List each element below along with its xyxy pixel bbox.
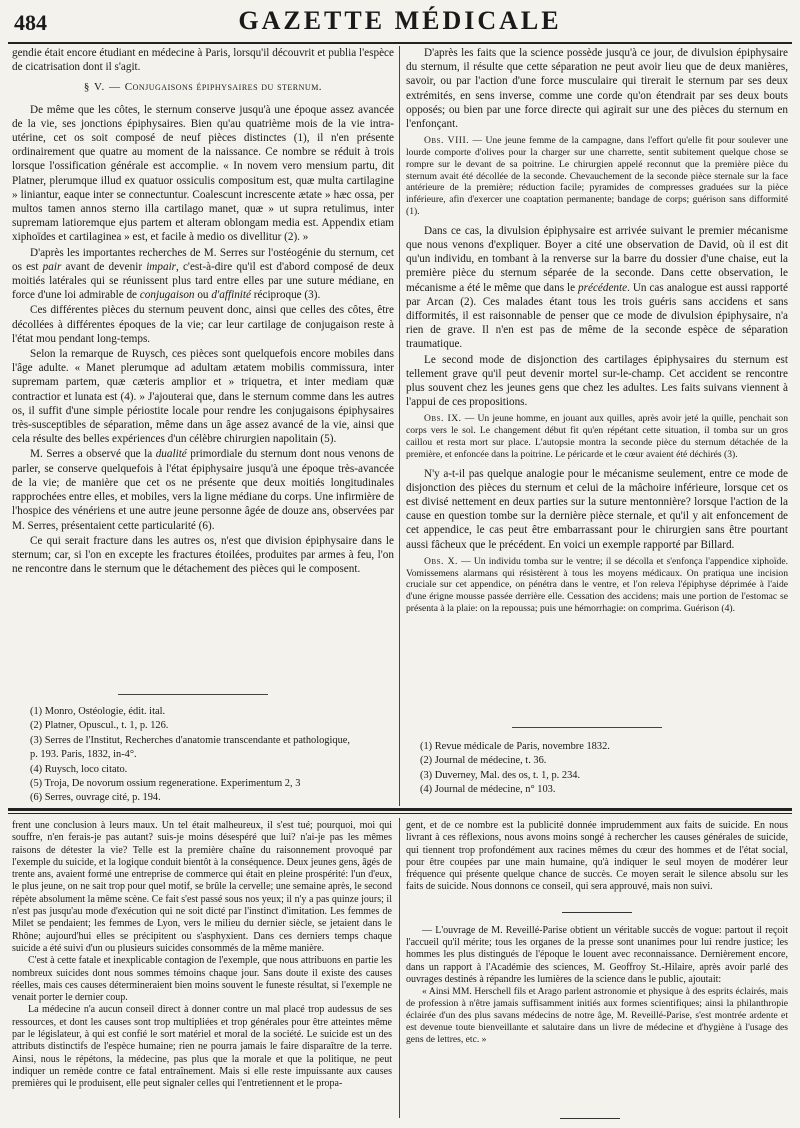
text-run: M. Serres a observé que la	[30, 448, 156, 461]
feuilleton-divider	[399, 818, 400, 1118]
left-column	[12, 46, 394, 577]
observation-label: Obs. VIII.	[424, 135, 470, 147]
feuilleton-paragraph: C'est à cette fatale et inexplicable contagion de l'exemple, que nous attribuons en partie les nombreux suicides dont nous sommes témoins chaque jour. Sans doute il existe des causes réelles, mais ces causes détermineraient bien moins souvent le funeste résultat, si l'exemple ne venait porter le dernier coup.	[12, 955, 392, 1004]
left-paragraph: De même que les côtes, le sternum conserve jusqu'à une époque assez avancée de la vie, ses jonctions épiphysaires. Bien qu'au quatrième mois de la vie intra-utérine, cet os soit composé de neuf pièces distinctes (1), il n'en présente ordinairement que quatre au moment de la naissance. Ce nombre se réduit à trois lorsque l'ossification générale est accomplie. « In novem vero mensium partu, dit Platner, plerumque illud ex quatuor ossiculis compositum est, quæ multa cartilagine » liniantur, eaque inter se connectuntur. Coalescunt increscente ætate » hæc ossa, per multos tamen annos sterno illa cartilago manet, quæ » ut supra retulimus, inter supremam latioremque ejus partem et alteram oblongam media est. Appendix etiam xiphoïdes et cartilaginea » est, et facile à medio os divellitur (2). »	[12, 103, 394, 244]
text-run: . Un cas analogue est aussi rapporté par Arcan (2). Ces malades étant tous les trois guéris sans accidens et sans difformités, il est raisonnable de penser que ce mode de divulsion épiphysaire, n'a rien de grave. Il n'en est pas de même de la seconde espèce de séparation traumatique.	[406, 281, 788, 351]
left-paragraph	[12, 246, 394, 303]
observation-text: — Un individu tomba sur le ventre; il se décolla et s'enfonça l'appendice xiphoïde. Vomissemens alarmans qui résistèrent à tous les moyens médicaux. On pratiqua une incision cruciale sur cet appendice, on pénétra dans le ventre, et l'on releva l'épiphyse déprimée à l'aide d'une érigne mousse passée derrière elle. Cessation des accidens; mais une portion de l'estomac se présenta à la plaie: on la repoussa; puis une hémorrhagie: on comprima. Guérison (4).	[406, 555, 788, 615]
footnote: (2) Platner, Opuscul., t. 1, p. 126.	[30, 720, 169, 732]
right-paragraph: N'y a-t-il pas quelque analogie pour le mécanisme seulement, entre ce mode de disjonction des pièces du sternum et celui de la mâchoire inférieure, lorsque cet os est divisé nettement en deux parties sur la suture mentonnière? lorsque l'action de la cause en question tombe sur la dernière pièce sternale, et qu'il y ait enfoncement de cet appendice, le cas peut être embarrassant pour le chirurgien sans être pourtant aussi fâcheux que le précédent. En voici un exemple rapporté par Billard.	[406, 467, 788, 551]
italic-run: pair	[42, 260, 62, 273]
text-run: réciproque (3).	[251, 289, 321, 302]
masthead-rule	[8, 42, 792, 44]
feuilleton-rule-thin	[8, 813, 792, 814]
feuilleton-paragraph: frent une conclusion à leurs maux. Un tel était malheureux, il s'est tué; pourquoi, moi qui souffre, n'en ferais-je pas autant? suis-je moins désespéré que lui? n'ai-je pas les mêmes raisons de détester la vie? Telle est la première chaîne du raisonnement provoqué par l'exemple du suicide, et la logique conduit bientôt à la conséquence. Deux jeunes gens, âgés de trente ans, avaient formé une entreprise de commerce qui était en pleine prospérité: l'un d'eux, le plus jeune, on ne sait trop pour quel motif, se brûle la cervelle; une semaine après, le second répète absolument la même scène. Ce fait s'est passé sous nos yeux; il n'y a pas quinze jours; il n'est pas jusqu'au mode d'exécution qui ne soit dicté par l'instinct d'imitation. Les femmes de Milet se pendaient; les femmes de Lyon, vers le milieu du dernier siècle, se jetaient dans le Rhône; aujourd'hui elles se précipitent ou s'asphyxient. Dans ces derniers temps chaque suicide a été suivi d'un ou plusieurs suicides consommés de la même manière.	[12, 820, 392, 954]
footnote: (4) Ruysch, loco citato.	[30, 763, 128, 775]
text-run: D'après les importantes recherches de M. Serres sur l'ostéogénie du sternum, cet os est	[12, 246, 394, 273]
left-paragraph: Selon la remarque de Ruysch, ces pièces sont quelquefois encore mobiles dans l'âge adulte. « Manet plerumque ad adultam ætatem mobilis commissura, inter supremam partem, quæ cæteris amplior et » triquetra, et inter mediam quæ contractior et lunata est (4). » J'ajouterai que, dans le sternum comme dans les autres os, il suffit d'une simple périostite locale pour rendre les conjugaisons épiphysaires très-susceptibles de séparation, même dans un âge assez avancé de la vie, ainsi que cela résulte des belles expériences d'un célèbre chirurgien napolitain (5).	[12, 348, 394, 446]
italic-run: impair	[146, 260, 177, 273]
page-number: 484	[14, 10, 47, 35]
right-column	[406, 46, 788, 621]
footnotes-left	[30, 705, 394, 806]
italic-run: d'affinité	[211, 289, 251, 302]
observation-label: Obs. IX.	[424, 413, 462, 425]
closing-rule	[560, 1118, 620, 1119]
footnote: (6) Serres, ouvrage cité, p. 194.	[30, 792, 161, 804]
feuilleton-paragraph: gent, et de ce nombre est la publicité donnée imprudemment aux faits de suicide. En nous livrant à ces réflexions, nous avons moins songé à rechercher les causes générales de suicide, qui tiennent trop profondément aux racines mêmes du cœur des hommes et de l'état social, pour être coupées par une main humaine, qu'à indiquer le seul moyen de modérer leur fréquence qui présente quelque chance de succès. Ce moyen serait le silence absolu sur les faits de suicide. Nous donnons ce conseil, qui sera approuvé, mais non suivi.	[406, 820, 788, 893]
feuilleton-quote: « Ainsi MM. Herschell fils et Arago parlent astronomie et physique à des esprits éclairés, mais de profession à n'être jamais suffisamment initiés aux formes scientifiques; ainsi la philanthropie éclairée d'un des plus savans médecins de notre âge, M. Reveillé-Parise, s'est montrée ardente et est devenue toute bienveillante et salutaire dans un livre de médecine et d'hygiène à l'usage des gens de lettres, etc. »	[406, 986, 788, 1046]
masthead	[8, 2, 792, 42]
feuilleton-rule	[8, 808, 792, 811]
feuilleton-paragraph: — L'ouvrage de M. Reveillé-Parise obtient un véritable succès de vogue: partout il reçoit l'accueil qu'il mérite; tous les organes de la presse sont unanimes pour lui rendre justice; les hommes les plus distingués de l'époque le louent avec reconnaissance. Dernièrement encore, dans un rapport à l'Académie des sciences, M. Geoffroy St.-Hilaire, après avoir parlé des ouvrages destinés à répandre les lumières de la science dans le public, ajoutait:	[406, 924, 788, 985]
feuilleton-right	[406, 820, 788, 1046]
footnote-rule-left	[118, 694, 268, 695]
footnote: (3) Serres de l'Institut, Recherches d'anatomie transcendante et pathologique,	[30, 734, 350, 746]
footnote: p. 193. Paris, 1832, in-4°.	[30, 749, 137, 761]
italic-run: conjugaison	[139, 289, 195, 302]
section-title: Conjugaisons épiphysaires du sternum.	[124, 81, 323, 94]
left-paragraph: Ce qui serait fracture dans les autres os, n'est que division épiphysaire dans le sternum; car, si l'on en excepte les fractures étoilées, produites par armes à feu, l'on ne rencontre dans le sternum que le détachement des pièces qui le composent.	[12, 534, 394, 576]
observation-text: — Un jeune homme, en jouant aux quilles, après avoir jeté la quille, penchait son corps vers le sol. Le changement début fit qu'en répétant cette situation, il tomba sur un gros caillou et resta mort sur place. L'autopsie montra la seconde pièce du sternum détachée de la première, et enfoncée dans la poitrine. Le péricarde et le cœur avaient été déchirés (3).	[406, 413, 788, 460]
text-run: Dans ce cas, la divulsion épiphysaire est arrivée suivant le premier mécanisme que nous venons d'expliquer. Boyer a cité une observation de David, où il est dit qu'un individu, en tombant à la renverse sur la barre du dossier d'une chaise, eut la première pièce du sternum séparée de la seconde. Dans cette observation, le mécanisme a été le même que dans le	[406, 224, 788, 294]
footnote: (1) Revue médicale de Paris, novembre 1832.	[420, 741, 610, 752]
text-run: ou	[194, 289, 212, 302]
italic-run: précédente	[578, 281, 628, 294]
right-paragraph: D'après les faits que la science possède jusqu'à ce jour, de divulsion épiphysaire du sternum, il résulte que cette séparation ne peut avoir lieu que de deux manières, savoir, ou par l'action d'une force musculaire qui tirerait le sternum par ses deux extrémités, en sens inverse, comme une corde qu'on étendrait par ses deux bouts opposés; ou bien par une force directe qui agirait sur une des pièces du sternum en l'enfonçant.	[406, 47, 788, 131]
column-divider	[399, 46, 400, 806]
footnote: (5) Troja, De novorum ossium regeneratione. Experimentum 2, 3	[30, 778, 301, 790]
section-number: § V. —	[83, 81, 121, 94]
observation-8	[406, 135, 788, 218]
right-paragraph	[406, 224, 788, 352]
observation-9	[406, 413, 788, 460]
left-paragraph: gendie était encore étudiant en médecine à Paris, lorsqu'il découvrit et publia l'espèce de cicatrisation dont il s'agit.	[12, 47, 394, 74]
text-run: primordiale du sternum dont nous venons de parler, se conserve quelquefois à l'état épiphysaire jusqu'à une époque très-avancée de la vie; de manière que cet os ne présente que deux moitiés longitudinales rapprochées entre elles, et mobiles, vers la ligne médiane du corps. Une infirmière de l'hospice des vénériens et une autre jeune personne âgée de douze ans, observées par M. Serres, présentaient cette particularité (6).	[12, 448, 394, 532]
right-paragraph: Le second mode de disjonction des cartilages épiphysaires du sternum est tellement grave qu'il peut devenir mortel sur-le-champ. Cet accident se rencontre plus souvent chez les jeunes gens que chez les adultes. Les faits suivans viennent à l'appui de ces propositions.	[406, 353, 788, 409]
footnote-rule-right	[512, 727, 662, 728]
observation-label: Obs. X.	[424, 555, 458, 567]
italic-run: dualité	[155, 448, 187, 461]
footnote: (4) Journal de médecine, n° 103.	[420, 784, 556, 796]
observation-text: — Une jeune femme de la campagne, dans l'effort qu'elle fit pour soulever une lourde comporte d'olives pour la charger sur une charrette, sentit subitement quelque chose se rompre sur le devant de sa poitrine. Le chirurgien appelé reconnut que la première pièce du sternum avait été décollée de la seconde. Chevauchement de la seconde pièce sternale sur la face antérieure de la première; réduction facile; pyramides de compresses graduées sur la pièce inférieure, afin d'exercer une coaptation permanente; bandage de corps; guérison sans difformité (1).	[406, 135, 789, 217]
footnote: (2) Journal de médecine, t. 36.	[420, 755, 547, 767]
separator-rule	[562, 912, 632, 913]
text-run: , c'est-à-dire qu'il est d'abord composé de deux moitiés latérales qui se réunissent plus tard entre elles par une suture médiane, en force d'une loi admirable de	[12, 260, 394, 302]
text-run: avant de devenir	[61, 260, 147, 273]
footnotes-right	[420, 740, 784, 798]
feuilleton-left	[12, 820, 392, 1091]
footnote: (1) Monro, Ostéologie, édit. ital.	[30, 706, 166, 717]
journal-title: GAZETTE MÉDICALE	[238, 6, 562, 35]
left-paragraph: Ces différentes pièces du sternum peuvent donc, ainsi que celles des côtes, être décollées à différentes époques de la vie; car leur cartilage de conjugaison reste à l'état mou pendant long-temps.	[12, 304, 394, 345]
section-heading	[12, 80, 394, 94]
feuilleton-paragraph: La médecine n'a aucun conseil direct à donner contre un mal placé trop audessus de ses ressources, et dont les causes sont trop multipliées et trop générales pour être atteintes même par le législateur, à qui est confié le sort matériel et moral de la société. Le suicide est un des attributs distinctifs de l'espèce humaine; rien ne pourra jamais le faire disparaître de la terre. Ainsi, nous le répétons, la médecine, pas plus que la morale et que la politique, ne peut indiquer un remède contre ce fatal entraînement. Mais si elle reste impuissante aux causes premières qui le produisent, elle peut signaler celles qui l'entretiennent et le propa-	[12, 1004, 392, 1090]
observation-10	[406, 556, 788, 615]
footnote: (3) Duverney, Mal. des os, t. 1, p. 234.	[420, 769, 581, 781]
left-paragraph	[12, 447, 394, 532]
